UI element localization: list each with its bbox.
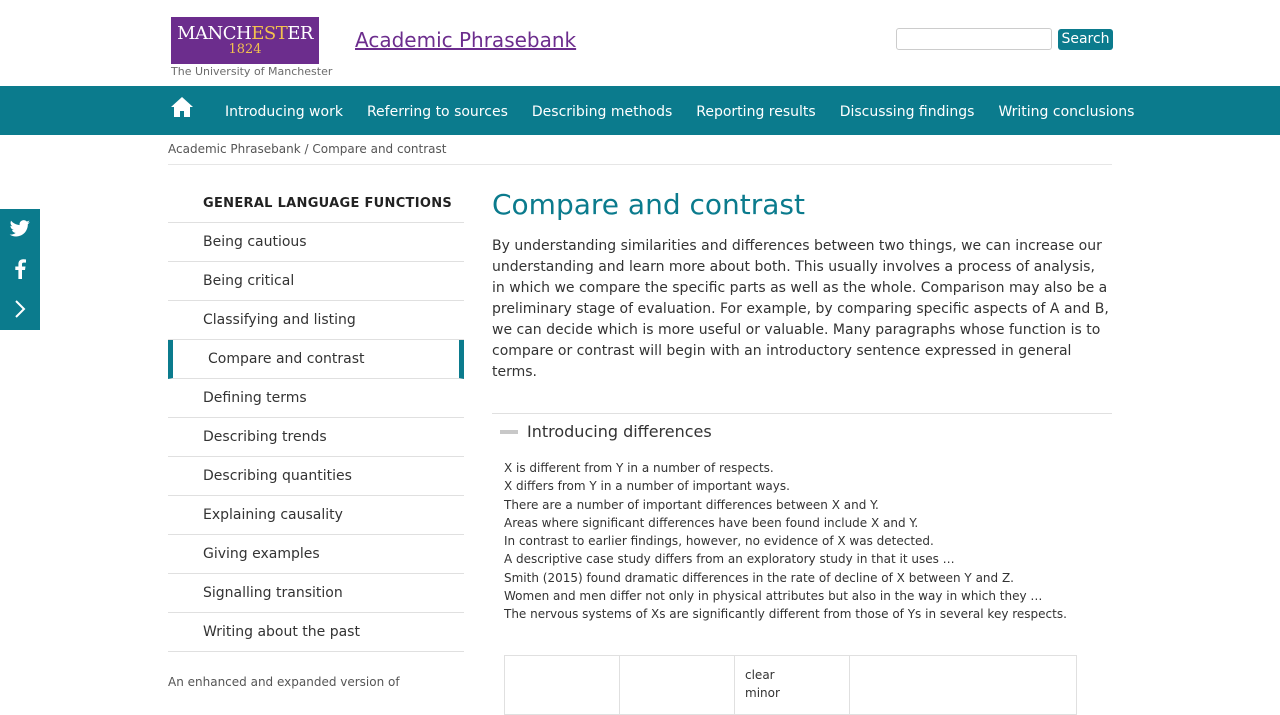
breadcrumb-divider — [168, 164, 1112, 165]
phrase-item: A descriptive case study differs from an exploratory study in that it uses … — [504, 552, 955, 567]
sidebar-item-being-critical[interactable]: Being critical — [168, 262, 464, 301]
breadcrumb[interactable]: Academic Phrasebank / Compare and contrast — [168, 142, 447, 156]
sidebar-item-compare-and-contrast[interactable]: Compare and contrast — [168, 340, 464, 379]
nav-item-reporting-results[interactable]: Reporting results — [696, 104, 816, 120]
sidebar-item-describing-quantities[interactable]: Describing quantities — [168, 457, 464, 496]
sidebar-footer-text: An enhanced and expanded version of — [168, 675, 400, 689]
logo-year: 1824 — [228, 42, 262, 57]
logo-name — [171, 23, 319, 44]
table-cell — [850, 656, 1077, 715]
logo-name-part: EST — [251, 23, 288, 44]
logo-subtitle: The University of Manchester — [171, 65, 333, 78]
sidebar-item-writing-about-the-past[interactable]: Writing about the past — [168, 613, 464, 652]
phrase-list — [504, 459, 1067, 624]
table-cell-text: minor — [745, 686, 780, 700]
sidebar-item-being-cautious[interactable]: Being cautious — [168, 223, 464, 262]
intro-paragraph: By understanding similarities and differences between two things, we can increase our understanding and learn more about both. This usually involves a process of analysis, in which we compare the specific parts as well as the whole. Comparison may also be a preliminary stage of evaluation. For example, by comparing specific aspects of A and B, we can decide which is more useful or valuable. Many paragraphs whose function is to compare or contrast will begin with an introductory sentence expressed in general terms. — [492, 238, 1109, 380]
home-icon[interactable] — [170, 96, 194, 118]
table-cell — [620, 656, 735, 715]
logo-name-part: MANCH — [177, 23, 252, 44]
sidebar-item-describing-trends[interactable]: Describing trends — [168, 418, 464, 457]
nav-items — [213, 86, 1146, 135]
table-cell — [505, 656, 620, 715]
university-logo[interactable] — [171, 17, 333, 79]
accordion-section-title[interactable]: Introducing differences — [527, 422, 712, 441]
phrase-table — [504, 655, 1077, 715]
site-header — [0, 0, 1280, 86]
table-cell — [735, 656, 850, 715]
table-row — [505, 656, 1077, 715]
nav-item-introducing-work[interactable]: Introducing work — [225, 104, 343, 120]
accordion-divider — [492, 413, 1112, 414]
phrase-item: There are a number of important differences between X and Y. — [504, 497, 879, 512]
phrase-item: Women and men differ not only in physical attributes but also in the way in which they … — [504, 589, 1043, 604]
sidebar-item-giving-examples[interactable]: Giving examples — [168, 535, 464, 574]
nav-item-referring-to-sources[interactable]: Referring to sources — [366, 104, 508, 120]
phrase-item: The nervous systems of Xs are significantly different from those of Ys in several key respects. — [504, 607, 1067, 622]
table-cell-text: clear — [745, 668, 775, 682]
main-nav — [0, 86, 1280, 135]
chevron-right-icon[interactable] — [0, 289, 40, 329]
sidebar-item-signalling-transition[interactable]: Signalling transition — [168, 574, 464, 613]
sidebar — [168, 184, 464, 652]
phrase-item: X is different from Y in a number of respects. — [504, 461, 774, 475]
nav-item-describing-methods[interactable]: Describing methods — [531, 104, 673, 120]
search-button[interactable]: Search — [1058, 29, 1113, 50]
nav-item-writing-conclusions[interactable]: Writing conclusions — [998, 104, 1135, 120]
phrase-item: X differs from Y in a number of important ways. — [504, 479, 790, 494]
phrase-item: Areas where significant differences have been found include X and Y. — [504, 515, 919, 530]
search-input[interactable] — [896, 28, 1052, 50]
phrase-item: In contrast to earlier findings, however, no evidence of X was detected. — [504, 534, 934, 549]
social-share-bar — [0, 209, 40, 330]
phrase-item: Smith (2015) found dramatic differences in the rate of decline of X between Y and Z. — [504, 570, 1014, 585]
sidebar-item-defining-terms[interactable]: Defining terms — [168, 379, 464, 418]
facebook-icon[interactable] — [0, 249, 40, 289]
page-title: Compare and contrast — [492, 188, 805, 221]
logo-box — [171, 17, 319, 64]
nav-item-discussing-findings[interactable]: Discussing findings — [839, 104, 975, 120]
collapse-icon[interactable] — [500, 430, 518, 434]
site-title-link[interactable]: Academic Phrasebank — [355, 28, 577, 52]
sidebar-heading: GENERAL LANGUAGE FUNCTIONS — [168, 184, 464, 223]
sidebar-item-classifying-and-listing[interactable]: Classifying and listing — [168, 301, 464, 340]
logo-name-part: ER — [287, 23, 313, 44]
sidebar-item-explaining-causality[interactable]: Explaining causality — [168, 496, 464, 535]
twitter-icon[interactable] — [0, 209, 40, 249]
